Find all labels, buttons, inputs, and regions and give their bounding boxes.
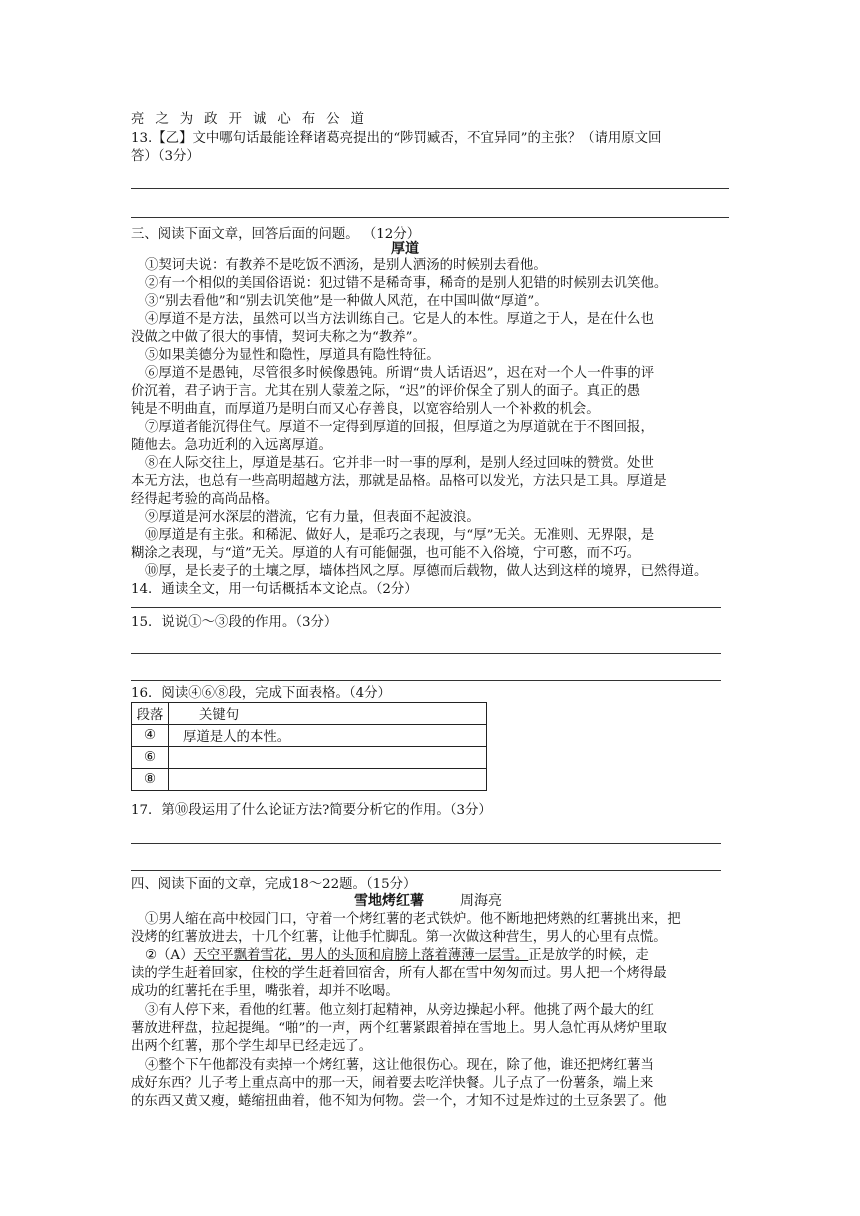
answer-line — [131, 843, 721, 844]
table-cell: ④ — [132, 725, 169, 747]
paragraph-line: ⑩厚道是有主张。和稀泥、做好人，是乖巧之表现，与“厚”无关。无准则、无界限，是 — [145, 528, 655, 543]
paragraph-line: ③有人停下来，看他的红薯。他立刻打起精神，从旁边操起小秤。他挑了两个最大的红 — [145, 1003, 654, 1018]
paragraph-text: 正是放学的时候，走 — [528, 948, 649, 963]
paragraph-line: ①男人缩在高中校园门口，守着一个烤红薯的老式铁炉。他不断地把烤熟的红薯挑出来，把 — [145, 912, 681, 927]
question-14: 14．通读全文，用一句话概括本文论点。（2分） — [131, 582, 418, 597]
question-15: 15．说说①～③段的作用。（3分） — [131, 615, 338, 630]
paragraph-marker: ②（A） — [145, 948, 194, 963]
paragraph-line: 薯放进秤盘，拉起提绳。“啪”的一声，两个红薯紧跟着掉在雪地上。男人急忙再从烤炉里取 — [131, 1021, 667, 1036]
table-row — [132, 747, 487, 769]
table-header-cell: 关键句 — [169, 703, 487, 725]
question-13-line-1: 13.【乙】文中哪句话最能诠释诸葛亮提出的“陟罚臧否，不宜异同”的主张？（请用原文回 — [131, 131, 662, 146]
answer-line — [131, 607, 721, 608]
question-13-line-2: 答）（3分） — [131, 149, 200, 164]
question-17: 17．第⑩段运用了什么论证方法?简要分析它的作用。（3分） — [131, 803, 492, 818]
table-cell: ⑧ — [132, 769, 169, 791]
paragraph-line: 成好东西？儿子考上重点高中的那一天，闹着要去吃洋快餐。儿子点了一份薯条，端上来 — [131, 1076, 654, 1091]
answer-line — [131, 870, 721, 871]
section-4-header: 四、阅读下面的文章，完成18～22题。（15分） — [131, 877, 417, 892]
answer-line — [131, 217, 729, 218]
paragraph-line: ⑨厚道是河水深层的潜流，它有力量，但表面不起波浪。 — [145, 510, 480, 525]
paragraph-line: ③“别去看他”和“别去讥笑他”是一种做人风范，在中国叫做“厚道”。 — [145, 294, 548, 309]
paragraph-line: ④厚道不是方法，虽然可以当方法训练自己。它是人的本性。厚道之于人，是在什么也 — [145, 312, 654, 327]
paragraph-line: 出两个红薯，那个学生却早已经走远了。 — [131, 1039, 373, 1054]
paragraph-line: 的东西又黄又瘦，蜷缩扭曲着，他不知为何物。尝一个，才知不过是炸过的土豆条罢了。他 — [131, 1094, 667, 1109]
paragraph-line: ①契诃夫说：有教养不是吃饭不洒汤，是别人洒汤的时候别去看他。 — [145, 258, 547, 273]
underlined-sentence: 天空平飘着雪花，男人的头顶和肩膀上落着薄薄一层雪。 — [193, 948, 529, 963]
paragraph-line: ⑩厚，是长麦子的土壤之厚，墙体挡风之厚。厚德而后载物，做人达到这样的境界，已然得道。 — [145, 564, 708, 579]
answer-line — [131, 680, 721, 681]
top-line: 亮之为政开诚心布公道 — [131, 112, 375, 127]
table-cell: ⑥ — [132, 747, 169, 769]
paragraph-line: ②有一个相似的美国俗语说：犯过错不是稀奇事，稀奇的是别人犯错的时候别去讥笑他。 — [145, 276, 668, 291]
paragraph-line: ④整个下午他都没有卖掉一个烤红薯，这让他很伤心。现在，除了他，谁还把烤红薯当 — [145, 1058, 654, 1073]
answer-line — [131, 188, 729, 189]
question-16: 16．阅读④⑥⑧段，完成下面表格。（4分） — [131, 686, 391, 701]
paragraph-line — [145, 947, 649, 965]
article-title: 厚道 — [391, 241, 419, 257]
story-author: 周海亮 — [460, 893, 502, 909]
paragraph-line: ⑦厚道者能沉得住气。厚道不一定得到厚道的回报，但厚道之为厚道就在于不图回报， — [145, 420, 654, 435]
paragraph-line: 读的学生赶着回家，住校的学生赶着回宿舍，所有人都在雪中匆匆而过。男人把一个烤得最 — [131, 966, 667, 981]
paragraph-line: 本无方法，也总有一些高明超越方法，那就是品格。品格可以发光，方法只是工具。厚道是 — [131, 474, 667, 489]
answer-table — [131, 702, 487, 791]
paragraph-line: 钝是不明曲直，而厚道乃是明白而又心存善良，以宽容给别人一个补救的机会。 — [131, 402, 600, 417]
paragraph-line: 没做之中做了很大的事情，契诃夫称之为“教养”。 — [131, 330, 426, 345]
table-cell[interactable]: 厚道是人的本性。 — [169, 725, 487, 747]
story-title: 雪地烤红薯 — [354, 893, 424, 909]
table-header-cell: 段落 — [132, 703, 169, 725]
paragraph-line: 成功的红薯托在手里，嘴张着，却并不吆喝。 — [131, 984, 399, 999]
paragraph-line: 糊涂之表现，与“道”无关。厚道的人有可能倔强，也可能不入俗境，宁可憨，而不巧。 — [131, 546, 641, 561]
paragraph-line: 经得起考验的高尚品格。 — [131, 492, 279, 507]
table-row — [132, 769, 487, 791]
paragraph-line: 随他去。急功近利的入远离厚道。 — [131, 438, 332, 453]
paragraph-line: 价沉着，君子讷于言。尤其在别人蒙羞之际，“迟”的评价保全了别人的面子。真正的愚 — [131, 384, 641, 399]
table-cell[interactable] — [169, 747, 487, 769]
paragraph-line: 没烤的红薯放进去，十几个红薯，让他手忙脚乱。第一次做这种营生，男人的心里有点慌。 — [131, 930, 667, 945]
table-row — [132, 725, 487, 747]
paragraph-line: ⑥厚道不是愚钝，尽管很多时候像愚钝。所谓“贵人话语迟”，迟在对一个人一件事的评 — [145, 366, 655, 381]
section-3-header: 三、阅读下面文章，回答后面的问题。 （12分） — [131, 227, 421, 242]
paragraph-line: ⑤如果美德分为显性和隐性，厚道具有隐性特征。 — [145, 348, 440, 363]
answer-line — [131, 653, 721, 654]
table-cell[interactable] — [169, 769, 487, 791]
table-header-row — [132, 703, 487, 725]
paragraph-line: ⑧在人际交往上，厚道是基石。它并非一时一事的厚利，是别人经过回味的赞赏。处世 — [145, 456, 654, 471]
